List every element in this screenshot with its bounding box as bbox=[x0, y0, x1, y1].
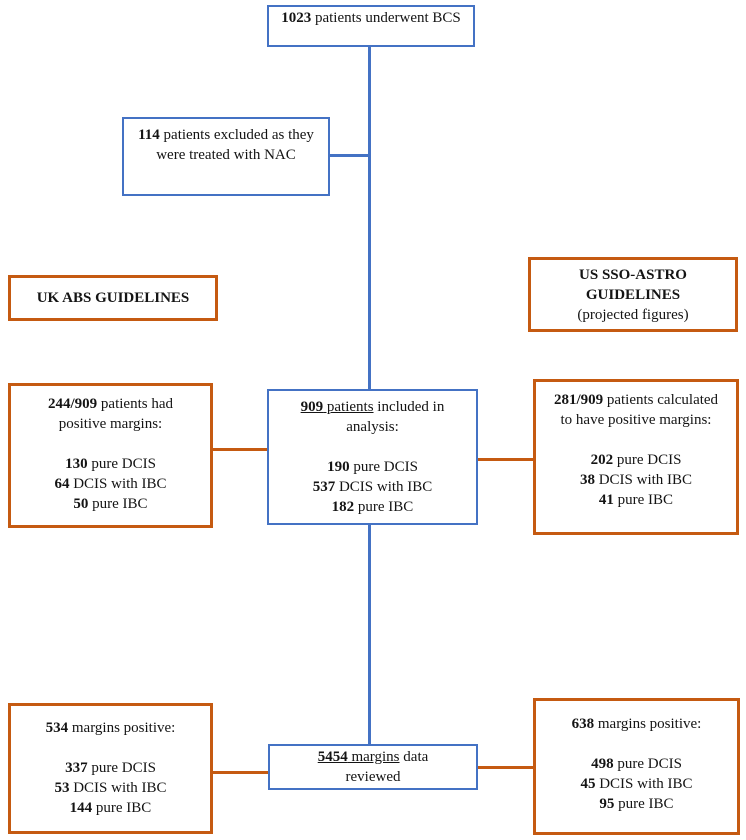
nac-excluded-text: 114 patients excluded as they were treated with NAC bbox=[138, 127, 314, 163]
list-item: 130 pure DCIS bbox=[65, 456, 156, 472]
connector-nac-branch bbox=[330, 154, 368, 157]
margins-count: 5454 bbox=[317, 749, 348, 765]
list-item: 182 pure IBC bbox=[331, 499, 414, 515]
list-item: 53 DCIS with IBC bbox=[54, 780, 167, 796]
list-item: 64 DCIS with IBC bbox=[54, 476, 167, 492]
bcs-total-count: 1023 bbox=[281, 10, 312, 26]
uk-positive-patients-title: 244/909 patients had positive margins: bbox=[48, 396, 173, 432]
connector-analysis-to-uk-patients bbox=[213, 448, 267, 451]
spacer bbox=[281, 437, 464, 457]
connector-analysis-to-us-patients bbox=[478, 458, 533, 461]
connector-margins-to-uk-margins bbox=[213, 771, 268, 774]
analysis-count: 909 bbox=[300, 399, 324, 415]
bcs-total-text: 1023 patients underwent BCS bbox=[281, 10, 461, 26]
list-item: 144 pure IBC bbox=[69, 800, 152, 816]
node-uk-guidelines-label bbox=[8, 275, 218, 321]
connector-margins-to-us-margins bbox=[478, 766, 533, 769]
node-nac-excluded bbox=[122, 117, 330, 196]
us-positive-patients-title: 281/909 patients calculated to have positive margins: bbox=[553, 392, 719, 428]
list-item: 41 pure IBC bbox=[598, 492, 674, 508]
margins-reviewed-text: 5454 margins data reviewed bbox=[317, 749, 429, 785]
list-item: 537 DCIS with IBC bbox=[312, 479, 433, 495]
nac-excluded-count: 114 bbox=[138, 127, 160, 143]
list-item: 498 pure DCIS bbox=[591, 756, 682, 772]
spacer bbox=[548, 430, 724, 450]
us-guidelines-title: US SSO-ASTRO GUIDELINES bbox=[579, 267, 687, 303]
node-bcs-total bbox=[267, 5, 475, 47]
connector-analysis-to-margins bbox=[368, 525, 371, 744]
us-positive-margins-title: 638 margins positive: bbox=[571, 716, 702, 732]
analysis-title: 909 patients included in analysis: bbox=[300, 399, 445, 435]
spacer bbox=[548, 734, 725, 754]
list-item: 190 pure DCIS bbox=[327, 459, 418, 475]
node-margins-reviewed bbox=[268, 744, 478, 790]
uk-guidelines-title: UK ABS GUIDELINES bbox=[36, 290, 190, 306]
node-us-guidelines-label bbox=[528, 257, 738, 332]
spacer bbox=[23, 434, 198, 454]
node-us-positive-patients bbox=[533, 379, 739, 535]
list-item: 202 pure DCIS bbox=[590, 452, 682, 468]
connector-bcs-to-analysis bbox=[368, 47, 371, 389]
node-uk-positive-margins bbox=[8, 703, 213, 834]
list-item: 50 pure IBC bbox=[73, 496, 148, 512]
spacer bbox=[23, 738, 198, 758]
list-item: 337 pure DCIS bbox=[65, 760, 156, 776]
list-item: 45 DCIS with IBC bbox=[580, 776, 693, 792]
us-guidelines-subtitle: (projected figures) bbox=[577, 307, 689, 323]
uk-positive-margins-title: 534 margins positive: bbox=[45, 720, 176, 736]
list-item: 38 DCIS with IBC bbox=[579, 472, 693, 488]
list-item: 95 pure IBC bbox=[599, 796, 674, 812]
node-uk-positive-patients bbox=[8, 383, 213, 528]
node-analysis-included bbox=[267, 389, 478, 525]
node-us-positive-margins bbox=[533, 698, 740, 835]
